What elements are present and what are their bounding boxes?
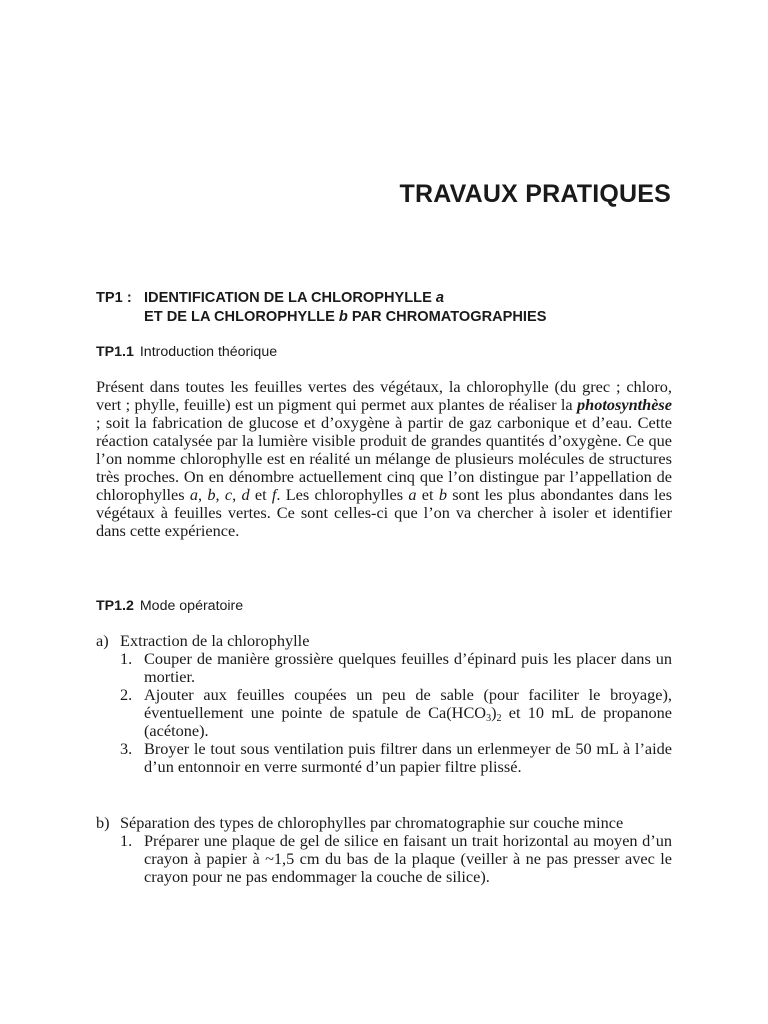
section-2-number: TP1.2 (96, 598, 134, 614)
step-text: Préparer une plaque de gel de silice en faisant un trait horizontal au moyen d’un crayon à papier à ~1,5 cm du bas de la plaque (veiller à ne pas presser avec le crayon pour ne pas endommager la couche de silice). (144, 831, 672, 886)
section-2-title: Mode opératoire (139, 598, 244, 614)
tp1-title-line1: IDENTIFICATION DE LA CHLOROPHYLLE (144, 290, 432, 306)
chapter-title: TRAVAUX PRATIQUES (399, 180, 671, 208)
intro-paragraph: Présent dans toutes les feuilles vertes des végétaux, la chlorophylle (du grec ; chloro, vert ; phylle, feuille) est un pigment qui permet aux plantes de réaliser la photosynthèse ; soit la fabrication de glucose et d’oxygène à partir de gaz carbonique et d’eau. Cette réaction catalysée par la lumière visible produit de grandes quantités d’oxygène. Ce que l’on nomme chlorophylle est en réalité un mélange de plusieurs molécules de structures très proches. On en dénombre actuellement cinq que l’on distingue par l’appellation de chlorophylles a, b, c, d et f. Les chlorophylles a et b sont les plus abondantes dans les végétaux à feuilles vertes. Ce sont celles-ci que l’on va chercher à isoler et identifier dans cette expérience. (96, 377, 673, 540)
chl-a: a (189, 485, 199, 504)
part-b-title: Séparation des types de chlorophylles par chromatographie sur couche mince (120, 813, 624, 832)
chl-f: f (271, 485, 277, 504)
subscript-3: 3 (486, 713, 492, 724)
step-number: 2. (120, 685, 133, 704)
intro-text-1: Présent dans toutes les feuilles vertes des végétaux, la chlorophylle (du grec ; chloro, vert ; phylle, feuille) est un pigment qui permet aux plantes de réaliser la (96, 377, 672, 414)
list-item (96, 740, 672, 776)
step-text-paren: ) (491, 703, 497, 722)
part-a-steps (96, 650, 672, 776)
intro-text-4: sont les plus abondantes dans les végétaux à feuilles vertes. Ce sont celles-ci que l’on va chercher à isoler et identifier dans cette expérience. (96, 485, 673, 540)
list-item (96, 832, 672, 886)
tp1-title-italic-a: a (435, 290, 445, 306)
tp1-title-line2-end: PAR CHROMATOGRAPHIES (351, 309, 547, 325)
step-text: Couper de manière grossière quelques feuilles d’épinard puis les placer dans un mortier. (144, 649, 672, 686)
step-text-end: et 10 mL de propanone (acétone). (144, 703, 672, 740)
intro-text-2: ; soit la fabrication de glucose et d’oxygène à partir de gaz carbonique et d’eau. Cette réaction catalysée par la lumière visible produit de grandes quantités d’oxygène. Ce que l’on nomme chlorophylle est en réalité un mélange de plusieurs molécules de structures très proches. On en dénombre actuellement cinq que l’on distingue par l’appellation de chlorophylles (96, 413, 672, 504)
section-2-heading (96, 597, 243, 615)
list-item (96, 686, 672, 740)
section-1-title: Introduction théorique (139, 344, 278, 360)
tp1-heading (96, 289, 546, 327)
intro-text-3: . Les chlorophylles (276, 485, 404, 504)
list-item (96, 650, 672, 686)
photosynthese-term: photosynthèse (577, 395, 672, 414)
part-b-letter: b) (96, 813, 110, 832)
chl-b: b (207, 485, 216, 504)
tp1-number: TP1 : (96, 290, 132, 306)
tp1-title-line2 (96, 308, 546, 327)
subscript-2: 2 (496, 713, 502, 724)
intro-et: et (254, 485, 267, 504)
step-text: Broyer le tout sous ventilation puis filtrer dans un erlenmeyer de 50 mL à l’aide d’un entonnoir en verre surmonté d’un papier filtre plissé. (144, 739, 672, 776)
step-number: 1. (120, 649, 133, 668)
part-b-header (96, 814, 672, 832)
chl-b-2: b (438, 485, 447, 504)
section-1-heading (96, 343, 277, 361)
part-a-letter: a) (96, 631, 109, 650)
part-b-list (96, 814, 672, 886)
intro-et-2: et (421, 485, 434, 504)
step-number: 3. (120, 739, 133, 758)
chl-c: c (224, 485, 233, 504)
part-b-steps (96, 832, 672, 886)
step-number: 1. (120, 831, 133, 850)
chl-a-2: a (408, 485, 417, 504)
tp1-title-line2-start: ET DE LA CHLOROPHYLLE (144, 309, 335, 325)
part-a-header (96, 632, 672, 650)
tp1-title-italic-b: b (338, 309, 348, 325)
part-a-title: Extraction de la chlorophylle (120, 631, 310, 650)
chl-d: d (241, 485, 250, 504)
part-a-list (96, 632, 672, 776)
section-1-number: TP1.1 (96, 344, 134, 360)
step-text: Ajouter aux feuilles coupées un peu de sable (pour faciliter le broyage), éventuellement une pointe de spatule de Ca(HCO (144, 685, 672, 722)
